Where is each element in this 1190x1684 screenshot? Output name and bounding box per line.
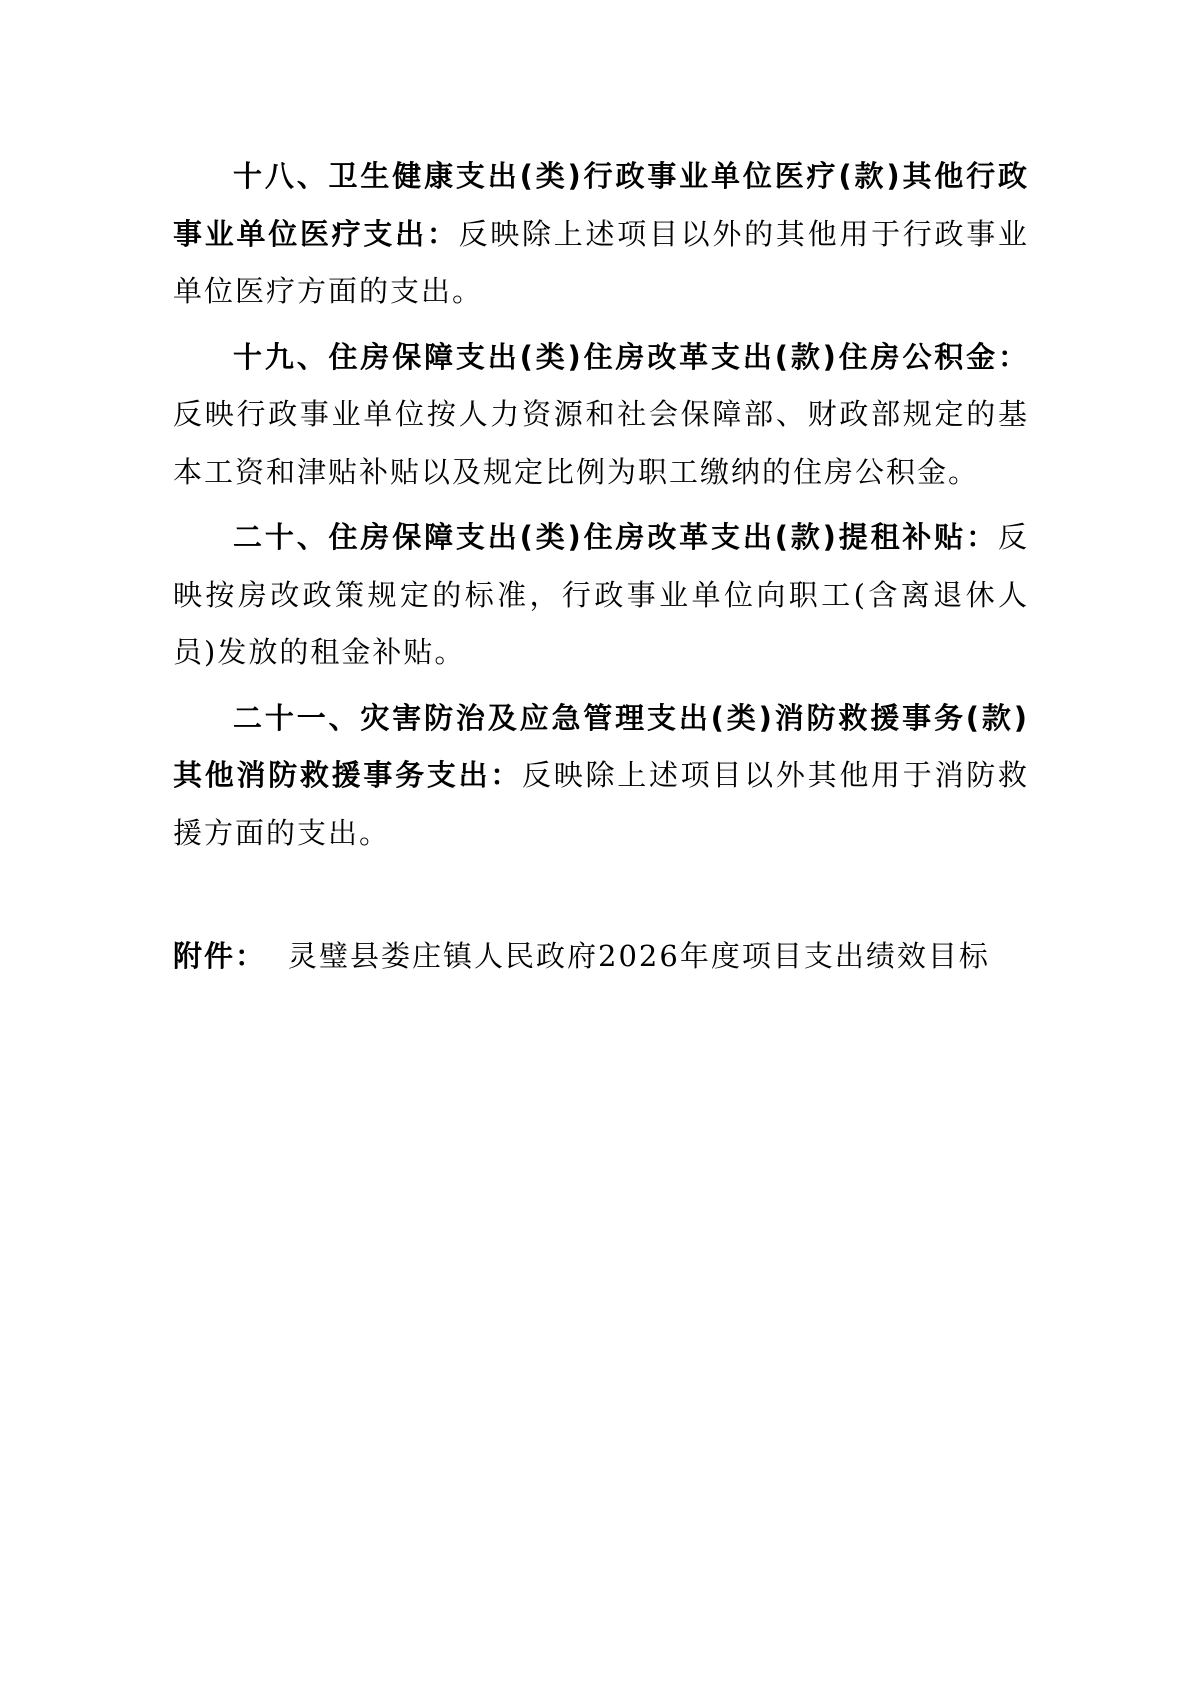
paragraph-text: 反映按房改政策规定的标准，行政事业单位向职工(含离退休人员)发放的租金补贴。 <box>173 520 1029 669</box>
paragraph-text: 反映除上述项目以外的其他用于行政事业单位医疗方面的支出。 <box>173 216 1029 308</box>
paragraph-19 <box>173 329 1029 502</box>
attachment-line <box>173 928 1029 985</box>
paragraph-20 <box>173 509 1029 682</box>
paragraph-18 <box>173 148 1029 321</box>
attachment-label: 附件： <box>173 939 267 973</box>
paragraph-heading: 十八、卫生健康支出(类)行政事业单位医疗(款)其他行政事业单位医疗支出： <box>173 159 1029 251</box>
paragraph-heading: 二十、住房保障支出(类)住房改革支出(款)提租补贴： <box>233 520 998 554</box>
paragraph-text: 反映行政事业单位按人力资源和社会保障部、财政部规定的基本工资和津贴补贴以及规定比例为职工缴纳的住房公积金。 <box>173 397 1029 489</box>
paragraph-text: 反映除上述项目以外其他用于消防救援方面的支出。 <box>173 758 1029 850</box>
paragraph-21 <box>173 690 1029 863</box>
document-body <box>173 148 1029 870</box>
attachment-title: 灵璧县娄庄镇人民政府2026年度项目支出绩效目标 <box>288 939 990 973</box>
paragraph-heading: 二十一、灾害防治及应急管理支出(类)消防救援事务(款)其他消防救援事务支出： <box>173 700 1029 792</box>
paragraph-heading: 十九、住房保障支出(类)住房改革支出(款)住房公积金： <box>233 339 1029 374</box>
